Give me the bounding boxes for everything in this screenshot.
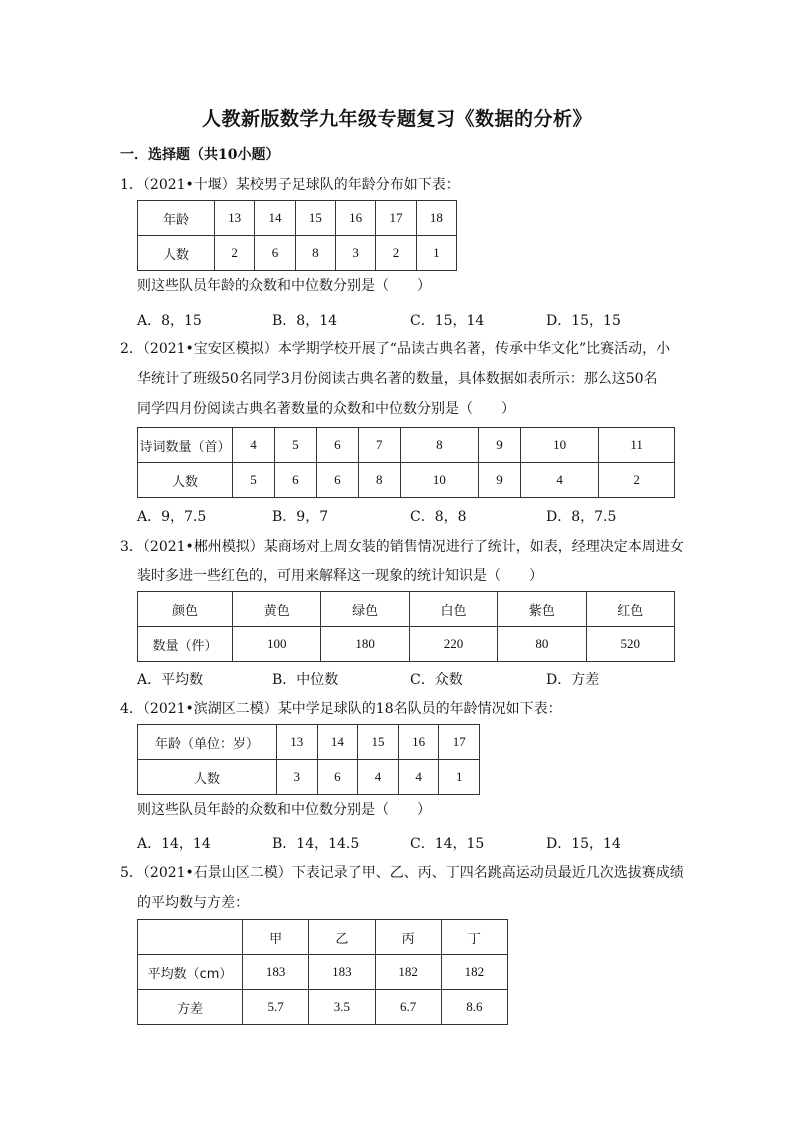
- table-cell: 10: [520, 428, 598, 463]
- question-text: 本学期学校开展了“品读古典名著，传承中华文化”比赛活动，小: [277, 341, 671, 357]
- table-cell: 2: [215, 236, 255, 271]
- question-4: [120, 694, 562, 724]
- question-source: （2021•郴州模拟）: [142, 539, 264, 555]
- table-cell: 18: [416, 201, 456, 236]
- option-d: D．15，14: [546, 836, 621, 852]
- question-5: [120, 858, 684, 888]
- table-cell: 7: [358, 428, 400, 463]
- table-cell: 182: [441, 955, 507, 990]
- question-text-line: 同学四月份阅读古典名著数量的众数和中位数分别是（ ）: [137, 401, 515, 417]
- table-cell: 黄色: [233, 592, 321, 627]
- table-cell: 8.6: [441, 990, 507, 1025]
- table-cell: 2: [376, 236, 416, 271]
- table-cell: 4: [358, 760, 399, 795]
- table-cell: [138, 920, 243, 955]
- table-row: [138, 760, 480, 795]
- table-cell: 5: [233, 463, 275, 498]
- question-text: 下表记录了甲、乙、丙、丁四名跳高运动员最近几次选拔赛成绩: [291, 865, 684, 881]
- table-row: [138, 627, 675, 662]
- table-cell: 红色: [586, 592, 674, 627]
- table-row: [138, 428, 675, 463]
- table-cell: 紫色: [498, 592, 586, 627]
- table-cell: 182: [375, 955, 441, 990]
- option-a: A．平均数: [137, 672, 204, 688]
- table-row: [138, 725, 480, 760]
- question-prompt: 则这些队员年龄的众数和中位数分别是（ ）: [137, 802, 431, 818]
- table-cell: 100: [233, 627, 321, 662]
- question-number: 1．: [120, 177, 143, 193]
- table-cell: 人数: [138, 463, 233, 498]
- table-row: [138, 463, 675, 498]
- table-cell: 183: [243, 955, 309, 990]
- table-cell: 14: [255, 201, 295, 236]
- option-c: C．8，8: [410, 509, 467, 525]
- table-cell: 9: [479, 428, 521, 463]
- table-row: [138, 236, 457, 271]
- table-cell: 3: [277, 760, 318, 795]
- table-cell: 16: [335, 201, 375, 236]
- question-2: [120, 334, 670, 364]
- question-source: （2021•宝安区模拟）: [142, 341, 278, 357]
- table-cell: 6: [255, 236, 295, 271]
- table-cell: 甲: [243, 920, 309, 955]
- question-source: （2021•石景山区二模）: [142, 865, 292, 881]
- q3-table: [137, 591, 675, 662]
- table-cell: 4: [398, 760, 439, 795]
- table-cell: 6: [317, 760, 358, 795]
- table-cell: 1: [416, 236, 456, 271]
- table-cell: 8: [295, 236, 335, 271]
- table-cell: 乙: [309, 920, 375, 955]
- table-cell: 9: [479, 463, 521, 498]
- table-cell: 13: [215, 201, 255, 236]
- option-d: D．8，7.5: [546, 509, 617, 525]
- question-prompt: 则这些队员年龄的众数和中位数分别是（ ）: [137, 278, 431, 294]
- q1-table: [137, 200, 457, 271]
- table-cell: 520: [586, 627, 674, 662]
- table-row: [138, 920, 508, 955]
- table-cell: 13: [277, 725, 318, 760]
- question-number: 4．: [120, 701, 143, 717]
- table-cell: 16: [398, 725, 439, 760]
- option-a: A．8，15: [137, 313, 202, 329]
- table-cell: 220: [409, 627, 497, 662]
- table-row: [138, 955, 508, 990]
- question-number: 3．: [120, 539, 143, 555]
- table-cell: 丙: [375, 920, 441, 955]
- table-cell: 8: [400, 428, 478, 463]
- question-source: （2021•十堰）: [142, 177, 236, 193]
- table-cell: 8: [358, 463, 400, 498]
- table-cell: 人数: [138, 236, 215, 271]
- table-cell: 平均数（cm）: [138, 955, 243, 990]
- option-d: D．方差: [546, 672, 600, 688]
- table-cell: 3.5: [309, 990, 375, 1025]
- table-row: [138, 201, 457, 236]
- table-cell: 3: [335, 236, 375, 271]
- question-3: [120, 532, 684, 562]
- option-c: C．众数: [410, 672, 463, 688]
- table-cell: 15: [295, 201, 335, 236]
- q2-options: [137, 506, 697, 526]
- option-d: D．15，15: [546, 313, 621, 329]
- option-a: A．9，7.5: [137, 509, 207, 525]
- table-cell: 4: [233, 428, 275, 463]
- q3-options: [137, 669, 697, 689]
- table-cell: 2: [599, 463, 675, 498]
- table-row: [138, 990, 508, 1025]
- option-a: A．14，14: [137, 836, 211, 852]
- table-cell: 1: [439, 760, 480, 795]
- table-cell: 年龄: [138, 201, 215, 236]
- question-text: 某中学足球队的18名队员的年龄情况如下表：: [277, 701, 562, 717]
- question-text-line: 华统计了班级50名同学3月份阅读古典名著的数量，具体数据如表所示：那么这50名: [137, 371, 658, 387]
- q2-table: [137, 427, 675, 498]
- question-source: （2021•滨湖区二模）: [142, 701, 278, 717]
- table-cell: 数量（件）: [138, 627, 233, 662]
- q4-options: [137, 833, 697, 853]
- table-cell: 诗词数量（首）: [138, 428, 233, 463]
- table-cell: 白色: [409, 592, 497, 627]
- table-cell: 方差: [138, 990, 243, 1025]
- table-cell: 丁: [441, 920, 507, 955]
- question-number: 2．: [120, 341, 143, 357]
- option-c: C．14，15: [410, 836, 485, 852]
- table-cell: 183: [309, 955, 375, 990]
- table-cell: 17: [376, 201, 416, 236]
- table-cell: 人数: [138, 760, 277, 795]
- option-b: B．中位数: [272, 672, 339, 688]
- q5-table: [137, 919, 508, 1025]
- question-text-line: 的平均数与方差：: [137, 895, 249, 911]
- table-cell: 10: [400, 463, 478, 498]
- page-title: 人教新版数学九年级专题复习《数据的分析》: [201, 108, 592, 130]
- question-text: 某校男子足球队的年龄分布如下表：: [235, 177, 460, 193]
- table-cell: 4: [520, 463, 598, 498]
- table-cell: 15: [358, 725, 399, 760]
- table-cell: 绿色: [321, 592, 409, 627]
- table-cell: 80: [498, 627, 586, 662]
- option-b: B．14，14.5: [272, 836, 360, 852]
- table-cell: 11: [599, 428, 675, 463]
- question-1: [120, 170, 460, 200]
- question-text-line: 装时多进一些红色的，可用来解释这一现象的统计知识是（ ）: [137, 568, 543, 584]
- table-cell: 年龄（单位：岁）: [138, 725, 277, 760]
- table-cell: 6: [316, 463, 358, 498]
- table-cell: 5: [274, 428, 316, 463]
- table-cell: 180: [321, 627, 409, 662]
- question-number: 5．: [120, 865, 143, 881]
- option-b: B．9，7: [272, 509, 329, 525]
- section-heading: 一．选择题（共10小题）: [120, 147, 280, 163]
- table-cell: 颜色: [138, 592, 233, 627]
- table-cell: 6.7: [375, 990, 441, 1025]
- option-b: B．8，14: [272, 313, 338, 329]
- table-row: [138, 592, 675, 627]
- q1-options: [137, 310, 697, 330]
- table-cell: 6: [274, 463, 316, 498]
- option-c: C．15，14: [410, 313, 485, 329]
- table-cell: 14: [317, 725, 358, 760]
- question-text: 某商场对上周女装的销售情况进行了统计，如表，经理决定本周进女: [263, 539, 684, 555]
- table-cell: 6: [316, 428, 358, 463]
- q4-table: [137, 724, 480, 795]
- table-cell: 17: [439, 725, 480, 760]
- table-cell: 5.7: [243, 990, 309, 1025]
